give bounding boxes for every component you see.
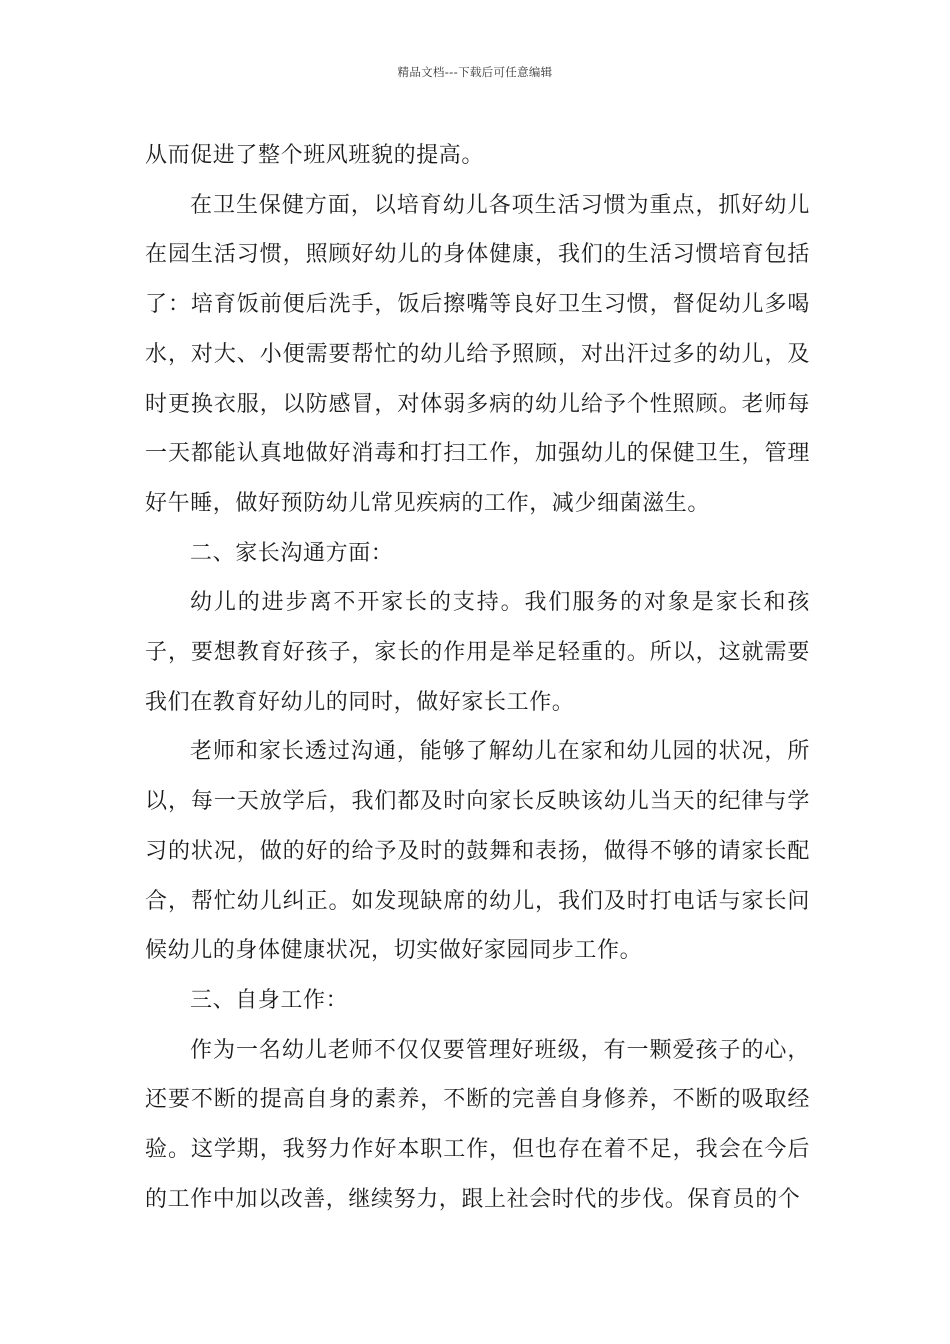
section-heading-parent-communication: 二、家长沟通方面： [190,540,394,566]
paragraph-self-improvement: 作为一名幼儿老师不仅仅要管理好班级，有一颗爱孩子的心，还要不断的提高自身的素养，不断的完善自身修养，不断的吸取经验。这学期，我努力作好本职工作，但也存在着不足，我会在今后的工作中加以改善，继续努力，跟上社会时代的步伐。保育员的个 [145,1037,810,1212]
page-header-watermark: 精品文档---下载后可任意编辑 [397,65,553,79]
paragraph-hygiene-care: 在卫生保健方面，以培育幼儿各项生活习惯为重点，抓好幼儿在园生活习惯，照顾好幼儿的身体健康，我们的生活习惯培育包括了：培育饭前便后洗手，饭后擦嘴等良好卫生习惯，督促幼儿多喝水，对大、小便需要帮忙的幼儿给予照顾，对出汗过多的幼儿，及时更换衣服，以防感冒，对体弱多病的幼儿给予个性照顾。老师每一天都能认真地做好消毒和打扫工作，加强幼儿的保健卫生，管理好午睡，做好预防幼儿常见疾病的工作，减少细菌滋生。 [145,192,810,516]
paragraph-parent-support: 幼儿的进步离不开家长的支持。我们服务的对象是家长和孩子，要想教育好孩子，家长的作用是举足轻重的。所以，这就需要我们在教育好幼儿的同时，做好家长工作。 [145,590,810,715]
document-body [145,131,810,1224]
section-heading-self-work: 三、自身工作： [190,987,349,1013]
paragraph-teacher-parent-communication: 老师和家长透过沟通，能够了解幼儿在家和幼儿园的状况，所以，每一天放学后，我们都及时向家长反映该幼儿当天的纪律与学习的状况，做的好的给予及时的鼓舞和表扬，做得不够的请家长配合，帮忙幼儿纠正。如发现缺席的幼儿，我们及时打电话与家长问候幼儿的身体健康状况，切实做好家园同步工作。 [145,739,810,964]
paragraph-continuation: 从而促进了整个班风班貌的提高。 [145,143,485,168]
